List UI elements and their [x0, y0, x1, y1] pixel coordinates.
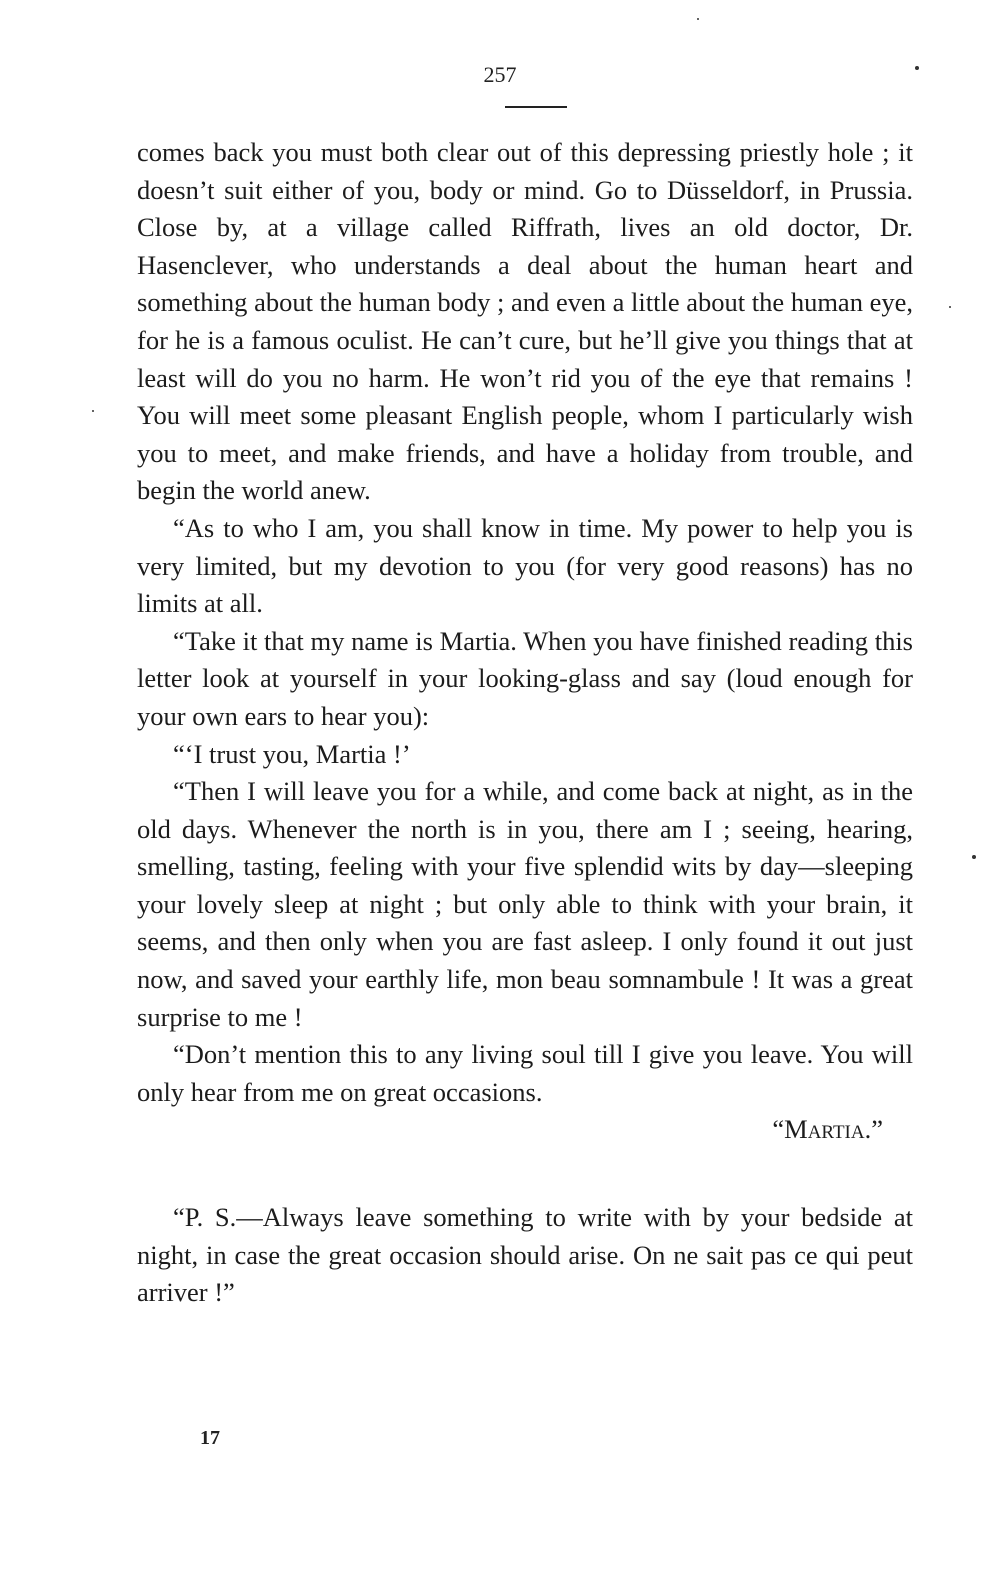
paragraph-2: “As to who I am, you shall know in time. My power to help you is very limited, but my devotion to you (for very good reasons) has no limits at all. — [137, 512, 913, 619]
postscript: “P. S.—Always leave something to write with by your bedside at night, in case the great occasion should arise. On ne sait pas ce qui peut arriver !” — [137, 1202, 913, 1308]
page-number: 257 — [483, 62, 517, 87]
ink-speck — [92, 410, 94, 412]
paragraph-1: comes back you must both clear out of this depressing priestly hole ; it doesn’t suit either of you, body or mind. Go to Düsseldorf, in Prussia. Close by, at a village called Riffrath, lives an old doctor, Dr. Hasenclever, who understands a deal about the human heart and something about the human body ; and even a little about the human eye, for he is a famous oculist. He can’t cure, but he’ll give you things that at least will do you no harm. He won’t rid you of the eye that remains ! You will meet some pleasant English people, whom I particularly wish you to meet, and make friends, and have a holiday from trouble, and begin the world anew. — [137, 137, 913, 506]
paragraph-3: “Take it that my name is Martia. When you have finished reading this letter look at yourself in your looking-glass and say (loud enough for your own ears to hear you): — [137, 625, 913, 731]
body-text — [137, 134, 913, 1312]
ink-speck — [915, 66, 919, 70]
letter-signature: “Martia.” — [772, 1114, 883, 1145]
ink-speck — [972, 855, 976, 859]
paragraph-5: “Then I will leave you for a while, and come back at night, as in the old days. Whenever the north is in you, there am I ; seeing, hearing, smelling, tasting, feeling with your five splendid wits by day—sleeping your lovely sleep at night ; but only able to think with your brain, it seems, and then only when you are fast asleep. I only found it out just now, and saved your earthly life, mon beau somnambule ! It was a great surprise to me ! — [137, 776, 913, 1032]
ink-speck — [949, 306, 951, 308]
paragraph-6: “Don’t mention this to any living soul till I give you leave. You will only hear from me on great occasions. — [137, 1039, 913, 1107]
ink-speck — [697, 18, 699, 20]
paragraph-4: “‘I trust you, Martia !’ — [173, 738, 411, 769]
header-rule — [505, 106, 567, 108]
printer-signature-mark: 17 — [200, 1427, 220, 1449]
